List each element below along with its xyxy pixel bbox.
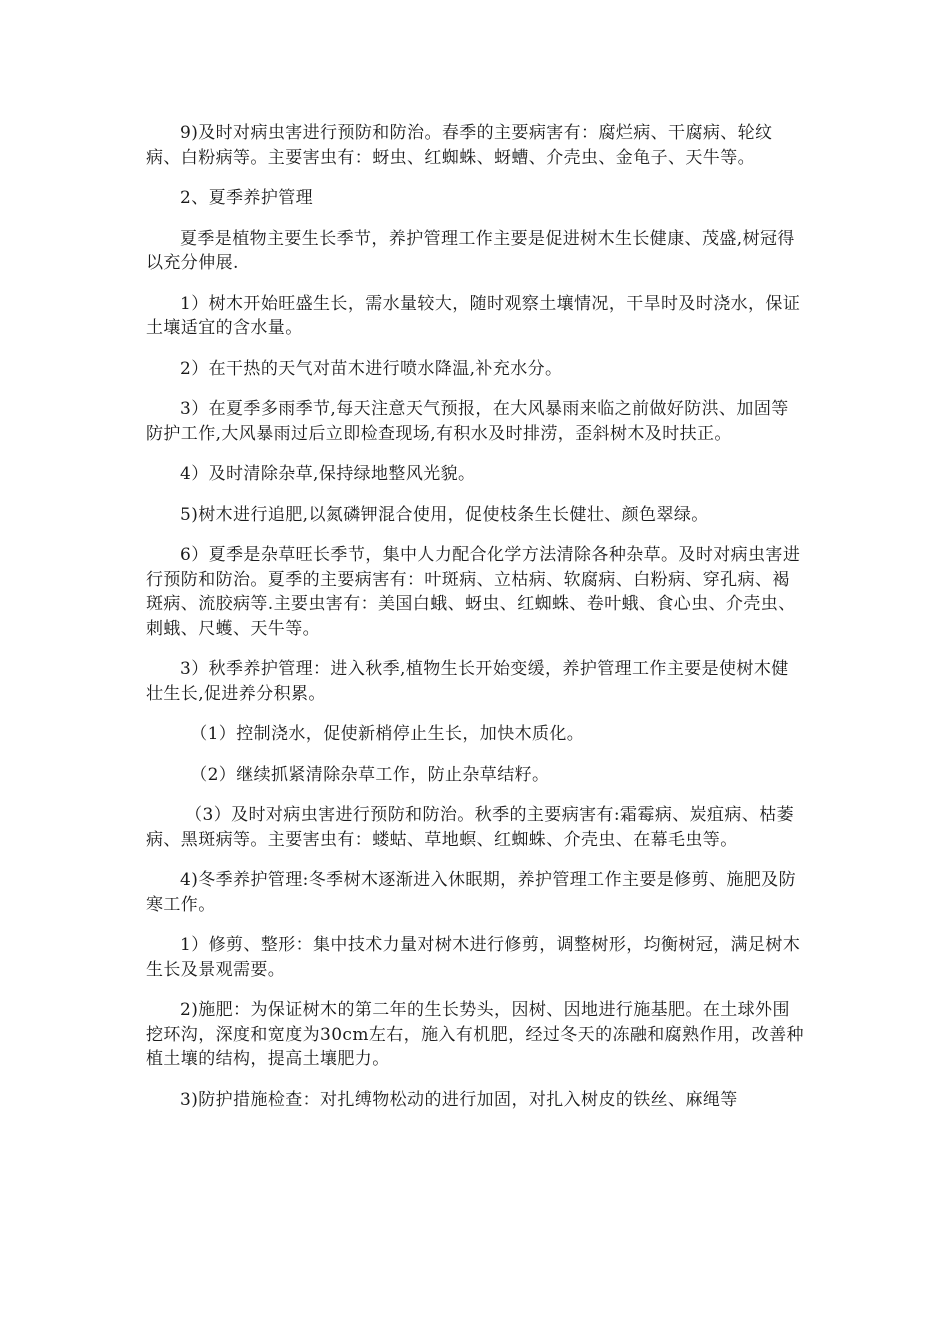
paragraph-autumn-item-2: （2）继续抓紧清除杂草工作，防止杂草结籽。 — [190, 764, 550, 785]
heading-winter-maintenance: 4)冬季养护管理:冬季树木逐渐进入休眠期，养护管理工作主要是修剪、施肥及防寒工作。 — [146, 870, 796, 915]
paragraph-autumn-item-1: （1）控制浇水，促使新梢停止生长，加快木质化。 — [190, 724, 585, 744]
paragraph-winter-item-3: 3)防护措施检查：对扎缚物松动的进行加固，对扎入树皮的铁丝、麻绳等 — [180, 1089, 738, 1110]
paragraph-summer-item-6: 6）夏季是杂草旺长季节，集中人力配合化学方法清除各种杂草。及时对病虫害进行预防和防治。夏季的主要病害有：叶斑病、立枯病、软腐病、白粉病、穿孔病、褐斑病、流胶病等.主要虫害有：美国白蛾、蚜虫、红蜘蛛、卷叶蛾、食心虫、介壳虫、刺蛾、尺蠖、天牛等。 — [146, 545, 801, 639]
paragraph-summer-item-1: 1）树木开始旺盛生长，需水量较大，随时观察土壤情况，干旱时及时浇水，保证土壤适宜的含水量。 — [146, 293, 801, 338]
paragraph-summer-item-3: 3）在夏季多雨季节,每天注意天气预报，在大风暴雨来临之前做好防洪、加固等防护工作,大风暴雨过后立即检查现场,有积水及时排涝，歪斜树木及时扶正。 — [146, 399, 789, 444]
paragraph-summer-item-2: 2）在干热的天气对苗木进行喷水降温,补充水分。 — [180, 358, 563, 379]
paragraph-autumn-item-3: （3）及时对病虫害进行预防和防治。秋季的主要病害有:霜霉病、炭疽病、枯萎病、黑斑病等。主要害虫有：蝼蛄、草地螟、红蜘蛛、介壳虫、在幕毛虫等。 — [146, 805, 795, 850]
paragraph-summer-intro: 夏季是植物主要生长季节，养护管理工作主要是促进树木生长健康、茂盛,树冠得以充分伸展. — [146, 228, 795, 273]
document-body — [146, 121, 806, 1128]
paragraph-winter-item-1: 1）修剪、整形：集中技术力量对树木进行修剪，调整树形，均衡树冠，满足树木生长及景观需要。 — [146, 935, 801, 980]
paragraph-winter-item-2: 2)施肥：为保证树木的第二年的生长势头，因树、因地进行施基肥。在土球外围挖环沟，深度和宽度为30cm左右，施入有机肥，经过冬天的冻融和腐熟作用，改善种植土壤的结构，提高土壤肥力。 — [146, 1000, 804, 1069]
paragraph-spring-pest-control: 9)及时对病虫害进行预防和防治。春季的主要病害有：腐烂病、干腐病、轮纹病、白粉病等。主要害虫有：蚜虫、红蜘蛛、蚜螬、介壳虫、金龟子、天牛等。 — [146, 123, 773, 168]
heading-autumn-maintenance: 3）秋季养护管理：进入秋季,植物生长开始变缓，养护管理工作主要是使树木健壮生长,促进养分积累。 — [146, 659, 789, 704]
paragraph-summer-item-5: 5)树木进行追肥,以氮磷钾混合使用，促使枝条生长健壮、颜色翠绿。 — [180, 504, 709, 525]
paragraph-summer-item-4: 4）及时清除杂草,保持绿地整风光貌。 — [180, 464, 476, 484]
heading-summer-maintenance: 2、夏季养护管理 — [180, 188, 314, 208]
